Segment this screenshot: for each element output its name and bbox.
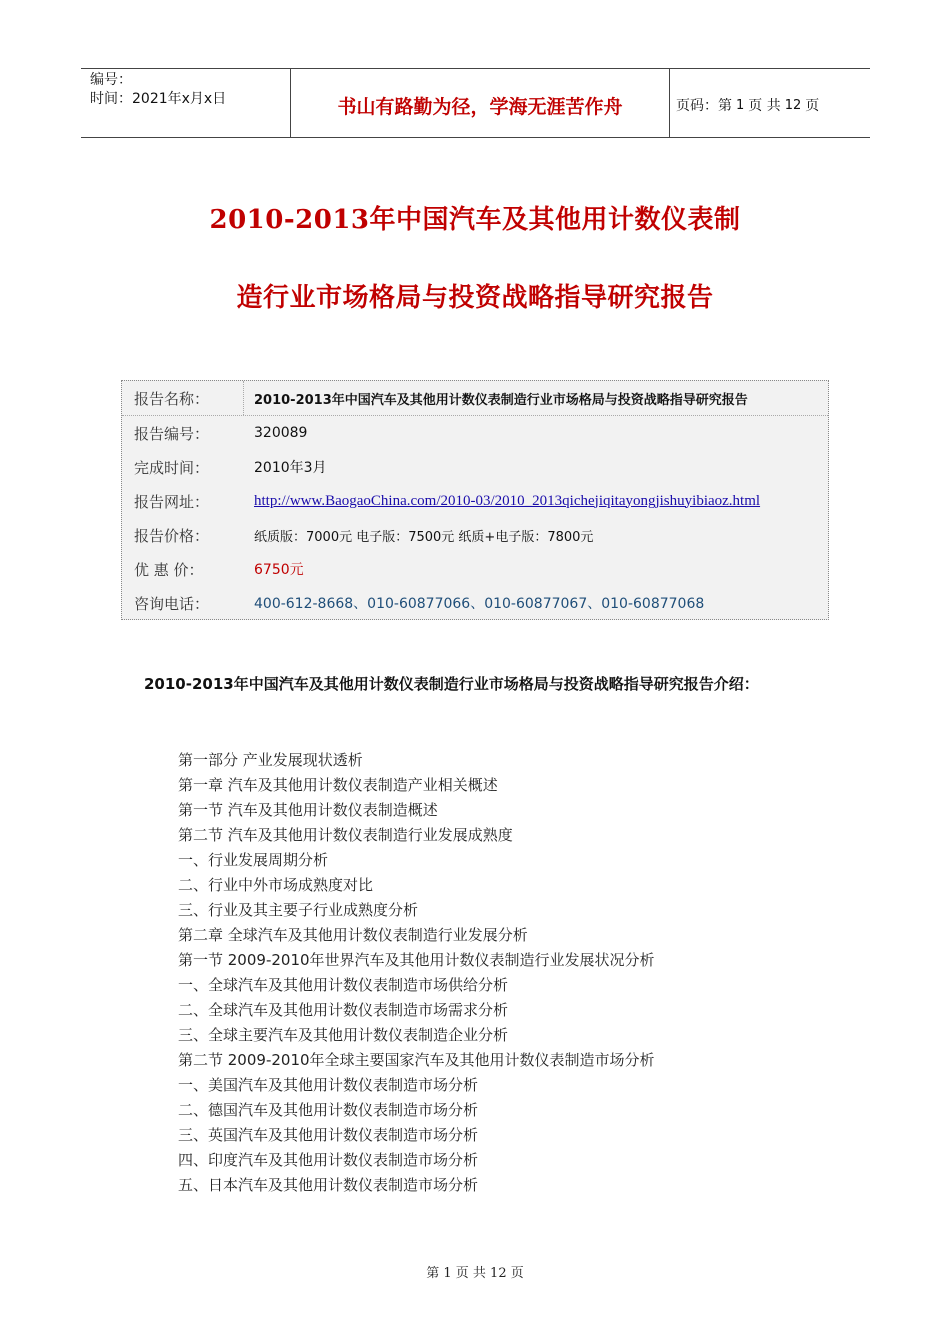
toc-item: 二、行业中外市场成熟度对比 <box>178 876 374 894</box>
document-title-line-1: 2010-2013年中国汽车及其他用计数仪表制 <box>209 205 741 235</box>
page-prefix: 页码：第 <box>676 98 732 114</box>
info-value-report-price: 纸质版：7000元 电子版：7500元 纸质+电子版：7800元 <box>254 529 594 545</box>
report-url-link[interactable]: http://www.BaogaoChina.com/2010-03/2010_2013qichejiqitayongjishuyibiaoz.html <box>254 492 761 509</box>
header-meta <box>81 69 290 137</box>
page-footer: 第 1 页 共 12 页 <box>426 1266 524 1281</box>
info-label: 优 惠 价： <box>134 560 204 579</box>
toc-item: 一、全球汽车及其他用计数仪表制造市场供给分析 <box>178 976 509 994</box>
info-row-discount-price <box>122 552 828 586</box>
toc-item: 三、全球主要汽车及其他用计数仪表制造企业分析 <box>178 1026 509 1044</box>
document-title-line-2: 造行业市场格局与投资战略指导研究报告 <box>236 283 714 313</box>
table-of-contents <box>178 748 878 1198</box>
toc-item: 三、行业及其主要子行业成熟度分析 <box>178 901 419 919</box>
info-row-phone <box>122 586 828 620</box>
toc-item: 第二节 汽车及其他用计数仪表制造行业发展成熟度 <box>178 826 513 844</box>
page-mid: 页 共 <box>748 98 781 114</box>
header-page-number <box>670 69 870 137</box>
toc-item: 第二章 全球汽车及其他用计数仪表制造行业发展分析 <box>178 926 528 944</box>
page-suffix: 页 <box>805 98 820 114</box>
info-row-report-name <box>122 381 828 416</box>
toc-item: 二、德国汽车及其他用计数仪表制造市场分析 <box>178 1101 479 1119</box>
page-header <box>81 68 870 138</box>
toc-item: 第一节 2009-2010年世界汽车及其他用计数仪表制造行业发展状况分析 <box>178 951 655 969</box>
header-motto: 书山有路勤为径，学海无涯苦作舟 <box>290 69 670 137</box>
toc-item: 四、印度汽车及其他用计数仪表制造市场分析 <box>178 1151 479 1169</box>
toc-item: 五、日本汽车及其他用计数仪表制造市场分析 <box>178 1176 479 1194</box>
document-number-label: 编号： <box>90 72 132 88</box>
info-row-completion-time <box>122 450 828 484</box>
toc-item: 第一节 汽车及其他用计数仪表制造概述 <box>178 801 438 819</box>
info-label: 报告网址： <box>134 492 210 511</box>
info-label: 咨询电话： <box>134 594 210 613</box>
info-value-report-number: 320089 <box>254 425 308 441</box>
info-label: 报告名称： <box>122 381 244 415</box>
info-label: 报告价格： <box>134 526 210 545</box>
info-row-report-number <box>122 416 828 450</box>
intro-heading: 2010-2013年中国汽车及其他用计数仪表制造行业市场格局与投资战略指导研究报告介绍： <box>144 675 759 693</box>
page-total: 12 <box>784 97 802 113</box>
page-current: 1 <box>736 97 745 113</box>
info-value-discount-price: 6750元 <box>254 562 304 578</box>
toc-item: 第二节 2009-2010年全球主要国家汽车及其他用计数仪表制造市场分析 <box>178 1051 655 1069</box>
toc-item: 第一部分 产业发展现状透析 <box>178 751 363 769</box>
document-time-label: 时间：2021年x月x日 <box>90 91 227 107</box>
info-label: 报告编号： <box>134 424 210 443</box>
info-value-completion-time: 2010年3月 <box>254 460 327 476</box>
report-info-table <box>121 380 829 620</box>
info-label: 完成时间： <box>134 458 210 477</box>
info-row-report-url <box>122 484 828 518</box>
toc-item: 三、英国汽车及其他用计数仪表制造市场分析 <box>178 1126 479 1144</box>
toc-item: 二、全球汽车及其他用计数仪表制造市场需求分析 <box>178 1001 509 1019</box>
info-value-report-name: 2010-2013年中国汽车及其他用计数仪表制造行业市场格局与投资战略指导研究报告 <box>254 392 748 408</box>
info-value-phone: 400-612-8668、010-60877066、010-60877067、010-60877068 <box>254 596 705 612</box>
toc-item: 一、行业发展周期分析 <box>178 851 329 869</box>
toc-item: 一、美国汽车及其他用计数仪表制造市场分析 <box>178 1076 479 1094</box>
toc-item: 第一章 汽车及其他用计数仪表制造产业相关概述 <box>178 776 498 794</box>
info-row-report-price <box>122 518 828 552</box>
